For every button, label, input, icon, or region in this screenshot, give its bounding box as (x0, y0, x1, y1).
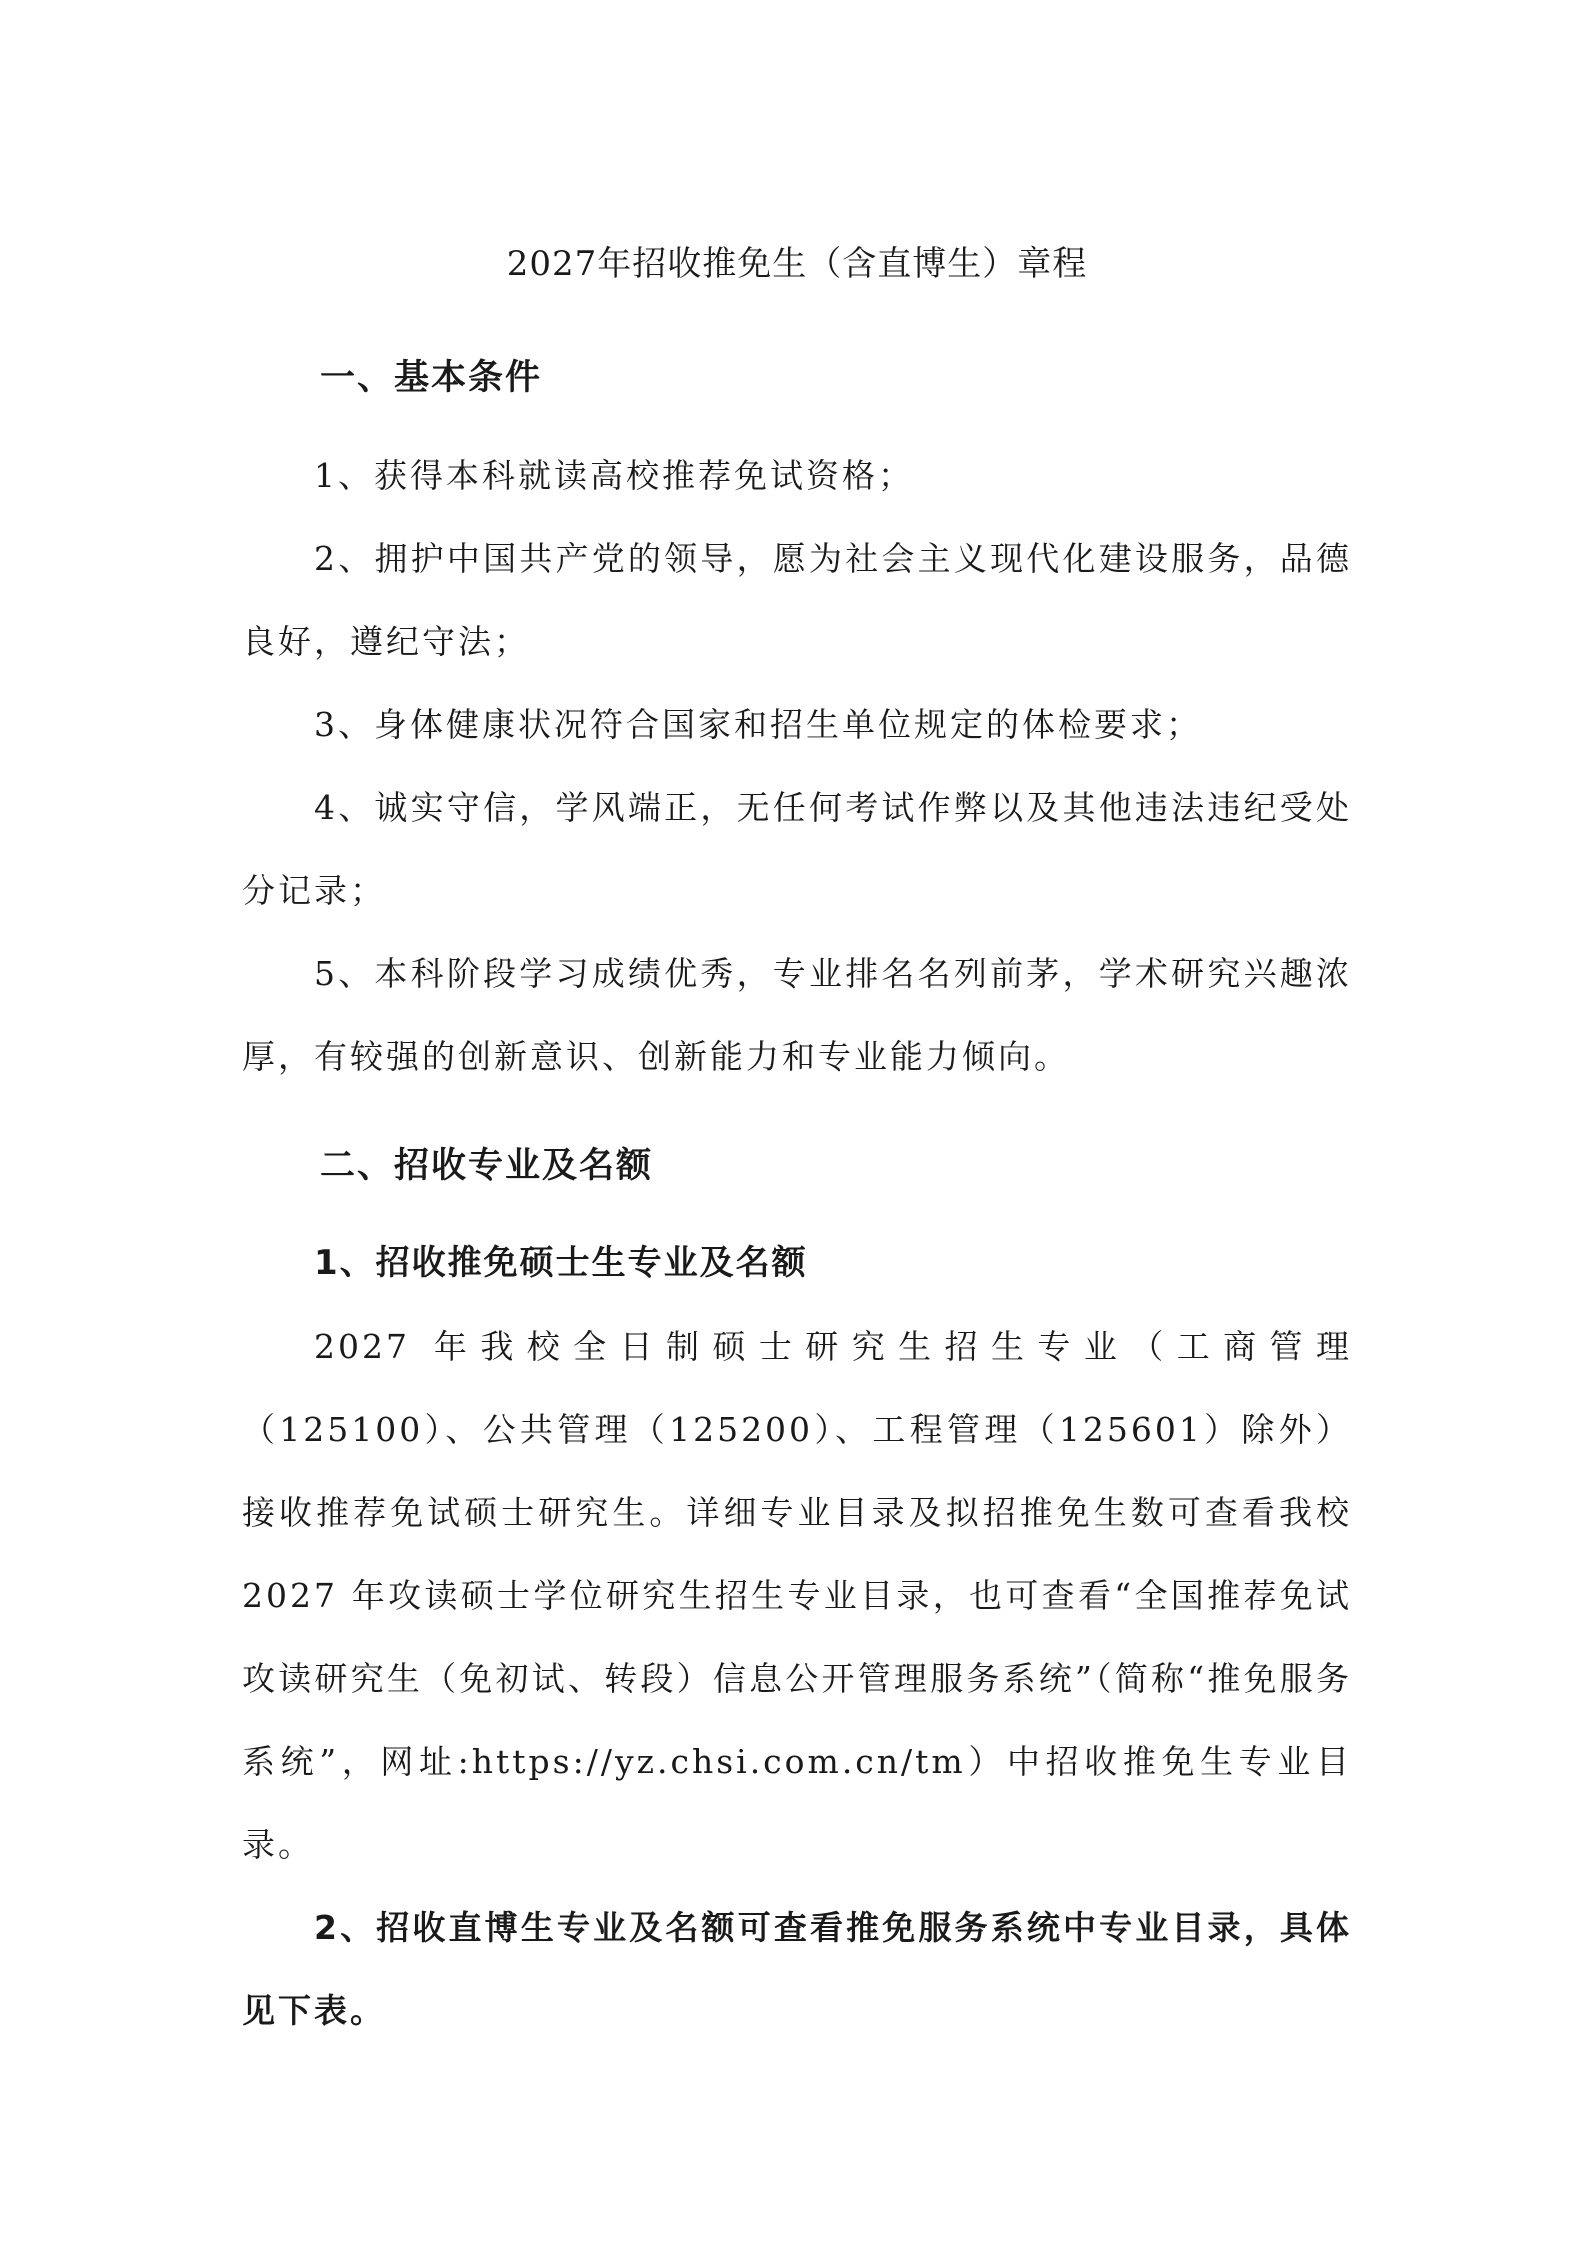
condition-item-4: 4、诚实守信，学风端正，无任何考试作弊以及其他违法违纪受处分记录； (242, 788, 1352, 910)
subsection-heading-masters: 1、招收推免硕士生专业及名额 (314, 1243, 808, 1283)
section-heading-majors-quotas: 二、招收专业及名额 (320, 1146, 654, 1186)
subsection-body-direct-phd: 2、招收直博生专业及名额可查看推免服务系统中专业目录，具体见下表。 (242, 1908, 1352, 2030)
condition-item-1: 1、获得本科就读高校推荐免试资格； (314, 456, 914, 495)
condition-item-5: 5、本科阶段学习成绩优秀，专业排名名列前茅，学术研究兴趣浓厚，有较强的创新意识、创新能力和专业能力倾向。 (242, 954, 1352, 1076)
condition-item-2: 2、拥护中国共产党的领导，愿为社会主义现代化建设服务，品德良好，遵纪守法； (242, 539, 1352, 661)
section-majors-quotas (242, 1138, 1352, 2052)
section-heading-basic-conditions: 一、基本条件 (320, 358, 543, 398)
condition-item-3: 3、身体健康状况符合国家和招生单位规定的体检要求； (314, 705, 1202, 744)
section-basic-conditions (242, 350, 1352, 1098)
subsection-body-masters: 2027 年我校全日制硕士研究生招生专业（工商管理（125100）、公共管理（125200）、工程管理（125601）除外）接收推荐免试硕士研究生。详细专业目录及拟招推免生数可查看我校 2027 年攻读硕士学位研究生招生专业目录，也可查看“全国推荐免试攻读研究生（免初试、转段）信息公开管理服务系统”（简称“推免服务系统”，网址:https://yz.chsi.com.cn/tm）中招收推免生专业目录。 (242, 1327, 1352, 1864)
document-body (242, 236, 1352, 2052)
document-title: 2027年招收推免生（含直博生）章程 (506, 244, 1088, 284)
